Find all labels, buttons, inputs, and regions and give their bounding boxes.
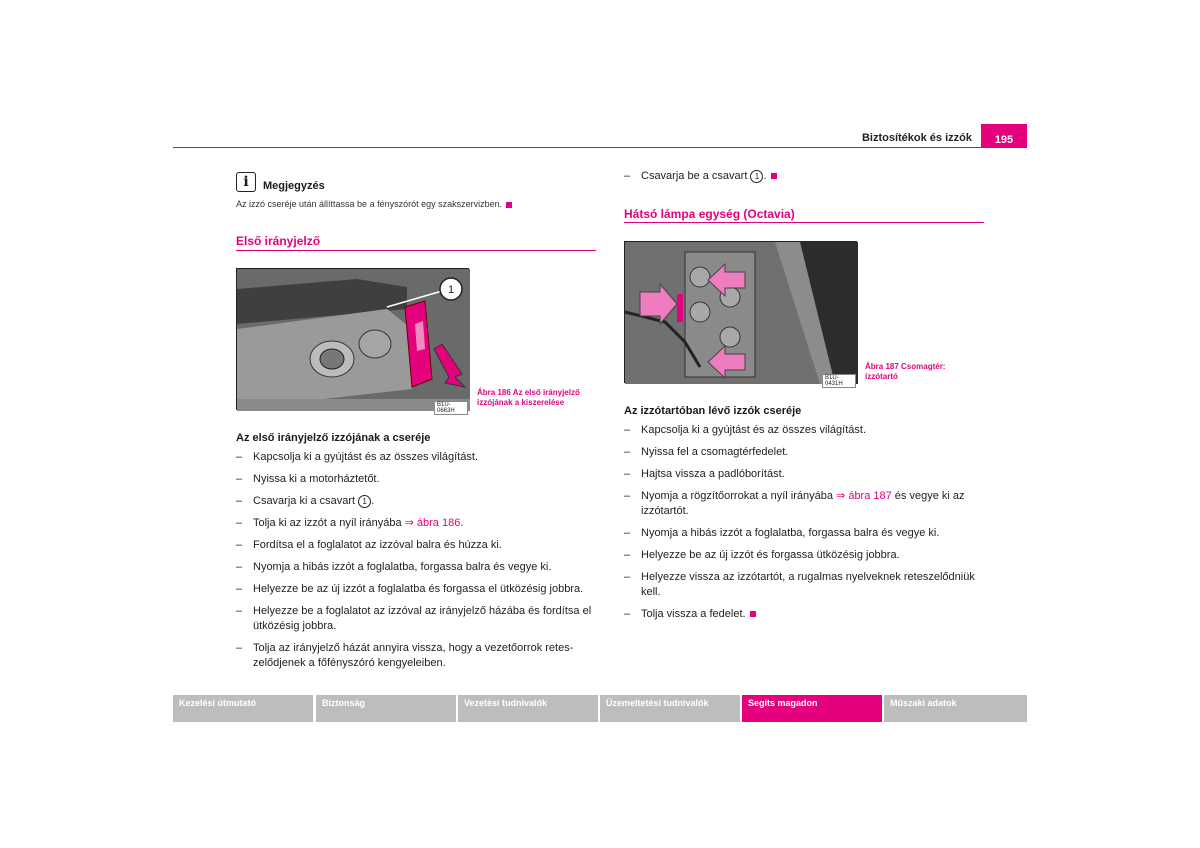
right-steps-list (624, 423, 984, 629)
figure-187-caption: Ábra 187 Csomagtér: izzótartó (865, 362, 946, 381)
subheading-front-indicator: Az első irányjelző izzójának a cseréje (236, 432, 431, 444)
list-item: – Nyomja a hibás izzót a foglalatba, forgassa balra és vegye ki. (236, 561, 552, 573)
section-title-front-indicator: Első irányjelző (236, 234, 321, 248)
note-text: Az izzó cseréje után állíttassa be a fényszórót egy szakszervizben. (236, 199, 512, 209)
figure-reference-link[interactable]: ⇒ ábra 186 (404, 517, 461, 529)
header-rule (173, 147, 981, 148)
end-of-section-icon (506, 202, 512, 208)
list-item: – Helyezze be az új izzót a foglalatba és forgassa el ütközésig jobbra. (236, 583, 584, 595)
nav-tab-muszaki-adatok[interactable]: Műszaki adatok (884, 695, 1027, 722)
left-steps-list (236, 450, 596, 678)
nav-tab-segits-magadon[interactable]: Segíts magadon (742, 695, 882, 722)
figure-code: B1U-0663H (434, 401, 468, 415)
list-item: – Helyezze be a foglalatot az izzóval az irányjelző házába és fordítsa el ütközésig jobbra. (236, 605, 592, 632)
list-item: – Fordítsa el a foglalatot az izzóval balra és húzza ki. (236, 539, 502, 551)
nav-tab-uzemeltetesi[interactable]: Üzemeltetési tudnivalók (600, 695, 740, 722)
list-item: – Nyomja a rögzítőorrokat a nyíl irányába ⇒ ábra 187 és vegye ki az izzótartót. (624, 490, 965, 517)
figure-186-caption: Ábra 186 Az első irányjelző izzójának a kiszerelése (477, 388, 580, 407)
list-item: – Nyissa ki a motorháztetőt. (236, 473, 380, 485)
list-item: – Tolja ki az izzót a nyíl irányába ⇒ ábra 186. (236, 517, 464, 529)
nav-tab-vezetesi[interactable]: Vezetési tudnivalók (458, 695, 598, 722)
list-item: – Nyissa fel a csomagtérfedelet. (624, 446, 789, 458)
rear-lamp-illustration (625, 242, 858, 384)
section-rule (624, 222, 984, 223)
list-item: – Kapcsolja ki a gyújtást és az összes világítást. (624, 424, 866, 436)
figure-187-image (624, 241, 857, 387)
note-title: Megjegyzés (263, 180, 325, 192)
nav-tab-kezelesi[interactable]: Kezelési útmutató (173, 695, 313, 722)
running-header-title: Biztosítékok és izzók (861, 132, 972, 144)
callout-1-icon: 1 (358, 495, 371, 508)
end-of-section-icon (771, 173, 777, 179)
info-note-icon: i (236, 172, 256, 192)
list-item: – Hajtsa vissza a padlóborítást. (624, 468, 785, 480)
list-item: – Kapcsolja ki a gyújtást és az összes világítást. (236, 451, 478, 463)
nav-tab-biztonsag[interactable]: Biztonság (316, 695, 456, 722)
list-item: – Tolja vissza a fedelet. (624, 607, 984, 622)
page-number: 195 (981, 124, 1027, 148)
figure-reference-link[interactable]: ⇒ ábra 187 (836, 490, 892, 502)
figure-callout: 1 (447, 284, 455, 296)
end-of-section-icon (750, 611, 756, 617)
list-item: – Helyezze vissza az izzótartót, a rugalmas nyelveknek reteszelődniük kell. (624, 571, 975, 598)
figure-code: B1U-0431H (822, 374, 856, 388)
list-item: – Csavarja ki a csavart 1 . (236, 495, 375, 507)
list-item: – Nyomja a hibás izzót a foglalatba, forgassa balra és vegye ki. (624, 527, 940, 539)
list-item: – Csavarja be a csavart 1 . (624, 169, 984, 184)
section-title-rear-lamp: Hátsó lámpa egység (Octavia) (624, 207, 795, 221)
list-item: – Tolja az irányjelző házát annyira vissza, hogy a vezetőorrok retes-zelődjenek a főfényszóró kengyeleiben. (236, 642, 574, 669)
figure-186-image (236, 268, 469, 414)
callout-1-icon: 1 (750, 170, 763, 183)
right-top-step (624, 169, 984, 191)
front-indicator-illustration (237, 269, 470, 411)
list-item: – Helyezze be az új izzót és forgassa ütközésig jobbra. (624, 549, 900, 561)
section-rule (236, 250, 596, 251)
subheading-bulb-holder: Az izzótartóban lévő izzók cseréje (624, 405, 802, 417)
